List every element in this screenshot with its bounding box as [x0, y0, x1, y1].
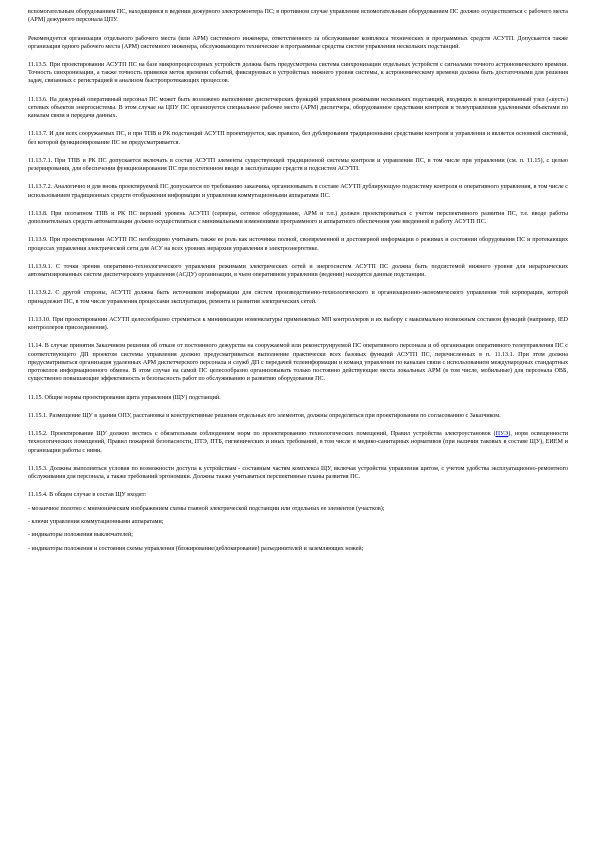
paragraph: 11.15.4. В общем случае в состав ЩУ входят:	[28, 492, 147, 499]
paragraph: 11.13.9. При проектировании АСУТП ПС необходимо учитывать также ее роль как источника полной, своевременной и достоверной информации о режимах и состоянии оборудования ПС и протекающих процессах управления электрической сети для АСУ на всех уровнях иерархии управления в электроэнергетике.	[28, 237, 568, 252]
paragraph: - мозаичное полотно с мнемоническим изображением схемы главной электрической подстанции или отдельных ее элементов (участков);	[28, 505, 385, 512]
paragraph: - индикаторы положения и состояния схемы управления (блокирование/деблокирование) разъединителей и заземляющих ножей;	[28, 545, 364, 552]
paragraph: 11.15.1. Размещение ЩУ в здании ОПУ, расстановка и конструктивные решения отдельных его элементов, должны определяться при проектировании по согласованию с Заказчиком.	[28, 412, 501, 419]
paragraph-text-before: 11.15.2. Проектирование ЩУ должно вестись с обязательным соблюдением норм по проектированию технологических помещений, Правил устройства электроустановок (	[28, 431, 496, 438]
paragraph: - ключи управления коммутационными аппаратами;	[28, 519, 164, 526]
paragraph-text-after: ), норм освещенности технологических помещений, Правил пожарной безопасности, ПТЭ, ПТБ, гигиенических и иных требований, в том числе и медико-санитарных нормативов (при наличии таковых в составе ЩУ), ЕИЕМ и организации работы с ними.	[28, 431, 568, 454]
paragraph: 11.15. Общие нормы проектирования щита управления (ЩУ) подстанций.	[28, 394, 221, 401]
paragraph: 11.15.3. Должны выполняться условия по возможности доступа к устройствам - составным частям комплекса ЩУ, включая устройства управления щитом, с учетом удобства эксплуатационно-ремонтного обслуживания для персонала, а также требований эргономики. Должны также учитываться перспективные планы развития ПС.	[28, 465, 568, 481]
paragraph: 11.13.8. При поэтапном ТПВ и РК ПС верхний уровень АСУТП (серверы, сетевое оборудование, АРМ и т.п.) должен проектироваться с учетом перспективного развития ПС, т.е. вводе работы дополнительных средств автоматизации должно осуществляться с минимальными изменениями программного и аппаратного обеспечения уже введенной в работу АСУТП ПС.	[28, 210, 568, 226]
paragraph: 11.13.7.2. Аналогично и для вновь проектируемой ПС допускается по требованию заказчика, организовывать в составе АСУТП дублирующую подсистему контроля и оперативного управления, в том числе с использованием традиционных средств отображения информации и управления коммутационными аппаратами ПС.	[28, 184, 568, 199]
paragraph: Рекомендуется организация отдельного рабочего места (или АРМ) системного инженера, ответственного за обслуживание комплекса технических и программных средств АСУТП. Допускается также организация одного рабочего места (АРМ) системного инженера, обслуживающего технические и программные средства систем управления нескольких подстанций.	[28, 35, 568, 50]
paragraph: 11.14. В случае принятия Заказчиком решения об отказе от постоянного дежурства на сооружаемой или реконструируемой ПС оперативного персонала и об организации оперативного телеуправления ПС с соответствующего ДП проектом системы управления должно предусматриваться выполнение практически всех базовых функций АСУТП ПС, перечисленных в п. 11.13.1. При этом должна предусматриваться организация удаленных АРМ диспетчерского персонала и служб ДП с передачей телеинформации и команд управления по каналам связи с использованием международных стандартных протоколов информационного обмена. В этом случае на самой ПС целесообразно организовывать только постоянно действующие места локальных АРМ (в том числе, мобильные) для персонала ОВБ, существенно повышающие эффективность и безопасность работ по обслуживанию и развитию оборудования ПС.	[28, 343, 568, 383]
paragraph: - индикаторы положения выключателей;	[28, 532, 133, 539]
document-page	[28, 8, 568, 558]
pue-link[interactable]: ПУЭ	[495, 431, 509, 438]
paragraph: 11.13.7. И для всех сооружаемых ПС, и при ТПВ и РК подстанций АСУТП проектируется, как правило, без дублирования традиционными средствами контроля и управления и является основной системой, без которой функционирование ПС не предусматривается.	[28, 131, 568, 146]
paragraph: 11.13.7.1. При ТПВ и РК ПС допускается включать в состав АСУТП элементы существующей традиционной системы контроля и управления ПС, в том числе при управлении (см. п. 11.15), с целью резервирования, для обеспечения функционирования ПС при постепенном вводе в эксплуатацию средств и подсистем АСУТП.	[28, 157, 568, 173]
paragraph: 11.13.6. На дежурный оперативный персонал ПС может быть возложено выполнение диспетчерских функций управления режимами нескольких подстанций, входящих в концентрированный узел («куст») сетевых объектов энергосистемы. В этом случае на ЦПУ ПС организуется специальное рабочее место (АРМ) диспетчера, оборудованное средствами контроля и телеуправления удаленными объектами по каналам связи и передачи данных.	[28, 96, 568, 120]
paragraph: 11.13.9.2. С другой стороны, АСУТП должна быть источником информации для систем производственно-технологического и организационно-экономического управления той корпорации, которой принадлежит ПС, в том числе управления процессами эксплуатации, ремонта и развития электрических сетей.	[28, 290, 568, 305]
paragraph: 11.13.5. При проектировании АСУТП ПС на базе микропроцессорных устройств должна быть предусмотрена система синхронизации отдельных устройств с сигналами точного астрономического времени. Точность синхронизации, а также точность привязки меток времени событий, фиксируемых в устройствах нижнего уровня системы, к астрономическому времени должна быть достаточными для решения задач, связанных с регистрацией и анализом быстропротекающих процессов.	[28, 62, 568, 85]
paragraph: 11.13.9.1. С точки зрения оперативно-технологического управления режимами электрических сетей и энергосистем АСУТП ПС должна быть подсистемой нижнего уровня для иерархических автоматизированных систем диспетчерского управления (АСДУ) организации, в чьем оперативном управлении (ведении) находятся данные подстанции.	[28, 263, 568, 279]
paragraph: вспомогательным оборудованием ПС, находящимся в ведении дежурного электромонтера ПС; в противном случае управление вспомогательным оборудованием ПС должно осуществляться с рабочего места (АРМ) дежурного персонала ЦПУ.	[28, 9, 568, 24]
paragraph	[28, 430, 568, 455]
paragraph: 11.13.10. При проектировании АСУТП целесообразно стремиться к минимизации номенклатуры применяемых МП контроллеров и их выбору с максимально возможным составом функций (например, IED контроллеров присоединения).	[28, 316, 568, 332]
